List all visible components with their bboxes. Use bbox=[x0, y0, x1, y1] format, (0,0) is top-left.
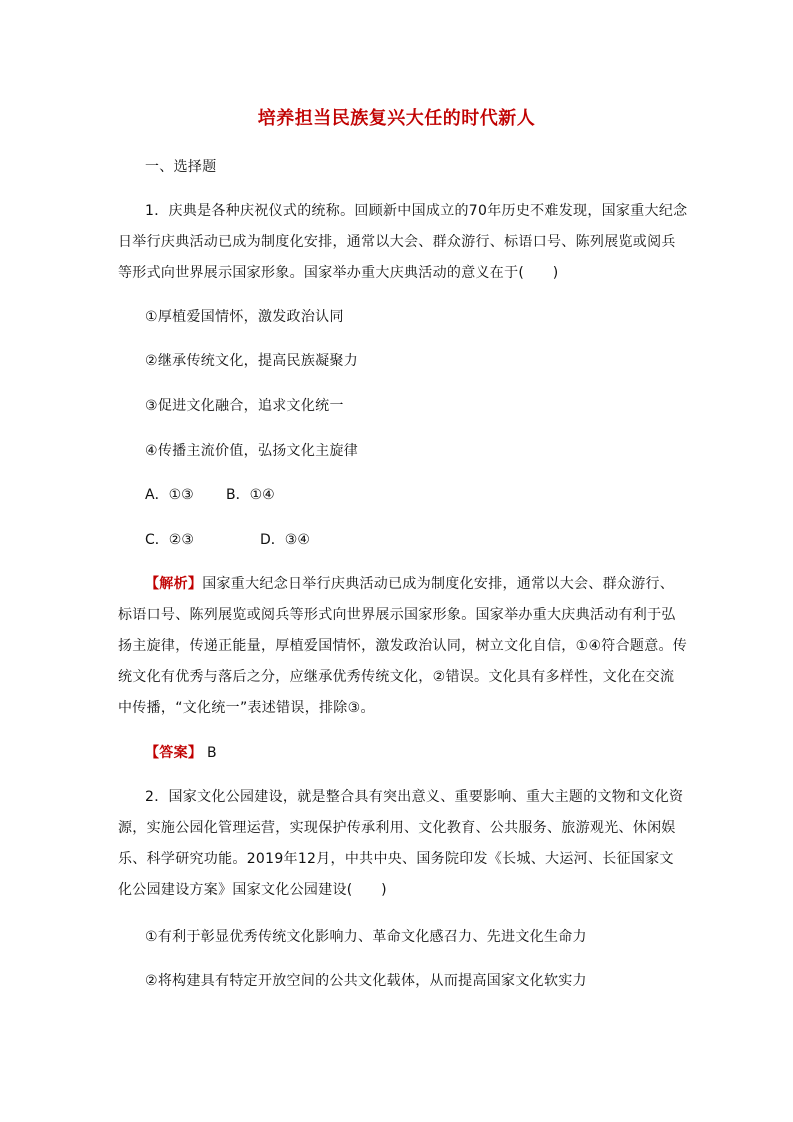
question-1-item-1: ①厚植爱国情怀，激发政治认同 bbox=[145, 309, 344, 325]
question-1-choice-d: D．③④ bbox=[260, 532, 310, 548]
answer-value: B bbox=[206, 745, 217, 761]
question-1-item-3: ③促进文化融合，追求文化统一 bbox=[145, 398, 344, 414]
analysis-text: 国家重大纪念日举行庆典活动已成为制度化安排，通常以大会、群众游行、标语口号、陈列展览或阅兵等形式向世界展示国家形象。国家举办重大庆典活动有利于弘扬主旋律，传递正能量，厚植爱国情怀，激发政治认同，树立文化自信，①④符合题意。传统文化有优秀与落后之分，应继承优秀传统文化，②错误。文化具有多样性，文化在交流中传播，“文化统一”表述错误，排除③。 bbox=[118, 576, 688, 716]
question-2-stem: 2．国家文化公园建设，就是整合具有突出意义、重要影响、重大主题的文物和文化资源，实施公园化管理运营，实现保护传承利用、文化教育、公共服务、旅游观光、休闲娱乐、科学研究功能。2019年12月，中共中央、国务院印发《长城、大运河、长征国家文化公园建设方案》国家文化公园建设( ) bbox=[118, 789, 684, 898]
question-2-item-1: ①有利于彰显优秀传统文化影响力、革命文化感召力、先进文化生命力 bbox=[145, 929, 587, 945]
question-1-choice-c: C．②③ bbox=[145, 532, 194, 548]
question-1-answer bbox=[145, 743, 217, 763]
question-2-item-2: ②将构建具有特定开放空间的公共文化载体，从而提高国家文化软实力 bbox=[145, 973, 587, 989]
question-1-choice-b: B．①④ bbox=[226, 487, 275, 503]
question-1-stem: 1．庆典是各种庆祝仪式的统称。回顾新中国成立的70年历史不难发现，国家重大纪念日举行庆典活动已成为制度化安排，通常以大会、群众游行、标语口号、陈列展览或阅兵等形式向世界展示国家形象。国家举办重大庆典活动的意义在于( ) bbox=[118, 203, 688, 281]
question-1-analysis bbox=[118, 569, 688, 724]
question-1-item-2: ②继承传统文化，提高民族凝聚力 bbox=[145, 353, 359, 369]
question-1-item-4: ④传播主流价值，弘扬文化主旋律 bbox=[145, 443, 359, 459]
document-title: 培养担当民族复兴大任的时代新人 bbox=[257, 108, 536, 129]
analysis-tag: 【解析】 bbox=[145, 576, 203, 592]
question-1-choice-a: A．①③ bbox=[145, 487, 194, 503]
section-heading: 一、选择题 bbox=[145, 159, 217, 175]
answer-tag: 【答案】 bbox=[145, 745, 203, 761]
